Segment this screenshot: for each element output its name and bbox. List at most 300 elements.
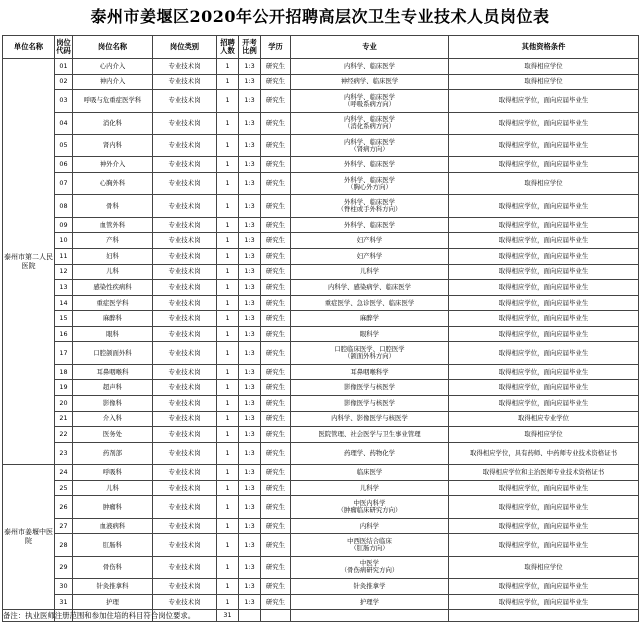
- cell-edu: 研究生: [261, 326, 291, 342]
- table-row: [3, 396, 639, 412]
- table-row: [3, 534, 639, 556]
- cell-category: 专业技术岗: [153, 59, 217, 75]
- cell-edu: 研究生: [261, 411, 291, 427]
- header-post: 岗位名称: [73, 36, 153, 59]
- cell-cond: 取得相应学位，面向应届毕业生: [449, 364, 639, 380]
- cell-edu: 研究生: [261, 264, 291, 280]
- cell-edu: 研究生: [261, 59, 291, 75]
- cell-cond: 取得相应专业学位: [449, 411, 639, 427]
- cell-category: 专业技术岗: [153, 264, 217, 280]
- cell-ratio: 1:3: [239, 280, 261, 296]
- cell-ratio: 1:3: [239, 134, 261, 156]
- cell-major: 内科学、感染病学、临床医学: [291, 280, 449, 296]
- cell-post: 肾内科: [73, 134, 153, 156]
- cell-edu: 研究生: [261, 74, 291, 90]
- cell-code: 07: [55, 172, 73, 194]
- cell-code: 23: [55, 442, 73, 464]
- cell-category: 专业技术岗: [153, 311, 217, 327]
- cell-count: 1: [217, 465, 239, 481]
- table-row: [3, 465, 639, 481]
- cell-edu: 研究生: [261, 280, 291, 296]
- cell-edu: 研究生: [261, 442, 291, 464]
- unit-cell-second-hospital: 泰州市第二人民医院: [3, 59, 55, 465]
- cell-code: 25: [55, 480, 73, 496]
- table-row: [3, 248, 639, 264]
- table-row: [3, 427, 639, 443]
- cell-major: 妇产科学: [291, 233, 449, 249]
- cell-category: 专业技术岗: [153, 74, 217, 90]
- cell-count: 1: [217, 364, 239, 380]
- cell-cond: 取得相应学位: [449, 427, 639, 443]
- cell-ratio: 1:3: [239, 480, 261, 496]
- cell-major: 内科学、临床医学 （肾病方向）: [291, 134, 449, 156]
- cell-count: 1: [217, 264, 239, 280]
- cell-code: 30: [55, 579, 73, 595]
- header-cond: 其他资格条件: [449, 36, 639, 59]
- cell-major: 外科学、临床医学: [291, 217, 449, 233]
- cell-count: 1: [217, 480, 239, 496]
- cell-code: 12: [55, 264, 73, 280]
- cell-count: 1: [217, 157, 239, 173]
- cell-cond: 取得相应学位，面向应届毕业生: [449, 480, 639, 496]
- cell-major: 护理学: [291, 594, 449, 610]
- cell-count: 1: [217, 248, 239, 264]
- cell-post: 血管外科: [73, 217, 153, 233]
- cell-edu: 研究生: [261, 112, 291, 134]
- cell-code: 13: [55, 280, 73, 296]
- cell-category: 专业技术岗: [153, 579, 217, 595]
- cell-major: 外科学、临床医学: [291, 157, 449, 173]
- cell-major: 影像医学与核医学: [291, 396, 449, 412]
- cell-post: 儿科: [73, 480, 153, 496]
- cell-cond: 取得相应学位，面向应届毕业生: [449, 112, 639, 134]
- cell-category: 专业技术岗: [153, 594, 217, 610]
- cell-category: 专业技术岗: [153, 248, 217, 264]
- cell-count: 1: [217, 594, 239, 610]
- cell-cond: 取得相应学位，面向应届毕业生: [449, 195, 639, 217]
- cell-edu: 研究生: [261, 579, 291, 595]
- cell-code: 04: [55, 112, 73, 134]
- cell-major: 耳鼻咽喉科学: [291, 364, 449, 380]
- cell-code: 06: [55, 157, 73, 173]
- cell-count: 1: [217, 518, 239, 534]
- table-row: [3, 442, 639, 464]
- cell-post: 肿瘤科: [73, 496, 153, 518]
- cell-cond: 取得相应学位，面向应届毕业生: [449, 311, 639, 327]
- cell-major: 外科学、临床医学 （胸心外方向）: [291, 172, 449, 194]
- cell-ratio: 1:3: [239, 380, 261, 396]
- cell-ratio: 1:3: [239, 248, 261, 264]
- cell-cond: 取得相应学位，面向应届毕业生: [449, 380, 639, 396]
- cell-code: 11: [55, 248, 73, 264]
- cell-count: 1: [217, 396, 239, 412]
- cell-ratio: 1:3: [239, 427, 261, 443]
- cell-ratio: 1:3: [239, 326, 261, 342]
- cell-count: 1: [217, 342, 239, 364]
- cell-ratio: 1:3: [239, 157, 261, 173]
- cell-ratio: 1:3: [239, 442, 261, 464]
- cell-code: 03: [55, 90, 73, 112]
- cell-category: 专业技术岗: [153, 195, 217, 217]
- cell-edu: 研究生: [261, 380, 291, 396]
- cell-count: 1: [217, 172, 239, 194]
- cell-count: 1: [217, 112, 239, 134]
- cell-ratio: 1:3: [239, 594, 261, 610]
- cell-ratio: 1:3: [239, 518, 261, 534]
- header-count: 招聘人数: [217, 36, 239, 59]
- cell-ratio: 1:3: [239, 264, 261, 280]
- header-ratio: 开考比例: [239, 36, 261, 59]
- cell-category: 专业技术岗: [153, 534, 217, 556]
- cell-category: 专业技术岗: [153, 442, 217, 464]
- header-code: 岗位代码: [55, 36, 73, 59]
- table-row: [3, 364, 639, 380]
- table-row: [3, 342, 639, 364]
- cell-edu: 研究生: [261, 396, 291, 412]
- table-row: [3, 59, 639, 75]
- cell-code: 18: [55, 364, 73, 380]
- cell-cond: 取得相应学位，面向应届毕业生: [449, 264, 639, 280]
- cell-edu: 研究生: [261, 172, 291, 194]
- cell-major: 临床医学: [291, 465, 449, 481]
- job-table: [2, 35, 639, 622]
- cell-post: 骨科: [73, 195, 153, 217]
- cell-category: 专业技术岗: [153, 380, 217, 396]
- cell-edu: 研究生: [261, 90, 291, 112]
- cell-code: 27: [55, 518, 73, 534]
- cell-count: 1: [217, 74, 239, 90]
- cell-cond: 取得相应学位，面向应届毕业生: [449, 233, 639, 249]
- cell-cond: 取得相应学位，面向应届毕业生: [449, 217, 639, 233]
- cell-post: 超声科: [73, 380, 153, 396]
- cell-code: 02: [55, 74, 73, 90]
- cell-post: 骨伤科: [73, 556, 153, 578]
- cell-category: 专业技术岗: [153, 556, 217, 578]
- cell-post: 神外介入: [73, 157, 153, 173]
- cell-code: 31: [55, 594, 73, 610]
- cell-post: 呼吸科: [73, 465, 153, 481]
- cell-code: 17: [55, 342, 73, 364]
- table-row: [3, 264, 639, 280]
- cell-count: 1: [217, 427, 239, 443]
- cell-category: 专业技术岗: [153, 518, 217, 534]
- table-row: [3, 556, 639, 578]
- cell-category: 专业技术岗: [153, 112, 217, 134]
- header-edu: 学历: [261, 36, 291, 59]
- cell-count: 1: [217, 217, 239, 233]
- cell-code: 29: [55, 556, 73, 578]
- cell-major: 影像医学与核医学: [291, 380, 449, 396]
- cell-code: 14: [55, 295, 73, 311]
- cell-major: 外科学、临床医学 （脊柱或手外科方向）: [291, 195, 449, 217]
- cell-edu: 研究生: [261, 195, 291, 217]
- cell-ratio: 1:3: [239, 534, 261, 556]
- cell-code: 28: [55, 534, 73, 556]
- cell-cond: 取得相应学位，面向应届毕业生: [449, 295, 639, 311]
- cell-category: 专业技术岗: [153, 427, 217, 443]
- cell-post: 心胸外科: [73, 172, 153, 194]
- cell-count: 1: [217, 280, 239, 296]
- table-row: [3, 172, 639, 194]
- cell-count: 1: [217, 311, 239, 327]
- cell-major: 妇产科学: [291, 248, 449, 264]
- cell-major: 神经病学、临床医学: [291, 74, 449, 90]
- cell-count: 1: [217, 442, 239, 464]
- cell-category: 专业技术岗: [153, 364, 217, 380]
- cell-major: 中医内科学 （肿瘤临床研究方向）: [291, 496, 449, 518]
- total-empty-cell: [449, 610, 639, 622]
- cell-post: 针灸推拿科: [73, 579, 153, 595]
- cell-category: 专业技术岗: [153, 233, 217, 249]
- cell-code: 24: [55, 465, 73, 481]
- cell-edu: 研究生: [261, 217, 291, 233]
- cell-ratio: 1:3: [239, 295, 261, 311]
- cell-cond: 取得相应学位: [449, 74, 639, 90]
- cell-category: 专业技术岗: [153, 172, 217, 194]
- cell-cond: 取得相应学位，面向应届毕业生: [449, 396, 639, 412]
- cell-post: 护理: [73, 594, 153, 610]
- table-row: [3, 233, 639, 249]
- cell-edu: 研究生: [261, 534, 291, 556]
- cell-count: 1: [217, 59, 239, 75]
- cell-ratio: 1:3: [239, 411, 261, 427]
- cell-ratio: 1:3: [239, 465, 261, 481]
- cell-edu: 研究生: [261, 427, 291, 443]
- table-row: [3, 217, 639, 233]
- table-row: [3, 195, 639, 217]
- cell-cond: 取得相应学位: [449, 172, 639, 194]
- cell-major: 重症医学、急诊医学、临床医学: [291, 295, 449, 311]
- cell-code: 26: [55, 496, 73, 518]
- table-row: [3, 380, 639, 396]
- cell-count: 1: [217, 295, 239, 311]
- cell-post: 儿科: [73, 264, 153, 280]
- cell-code: 16: [55, 326, 73, 342]
- cell-code: 10: [55, 233, 73, 249]
- cell-post: 麻醉科: [73, 311, 153, 327]
- cell-major: 医院管理、社会医学与卫生事业管理: [291, 427, 449, 443]
- cell-count: 1: [217, 90, 239, 112]
- cell-cond: 取得相应学位，面向应届毕业生: [449, 326, 639, 342]
- cell-cond: 取得相应学位，面向应届毕业生: [449, 90, 639, 112]
- cell-code: 08: [55, 195, 73, 217]
- cell-post: 呼吸与危重症医学科: [73, 90, 153, 112]
- cell-major: 中医学 （骨伤病研究方向）: [291, 556, 449, 578]
- cell-count: 1: [217, 195, 239, 217]
- total-empty-cell: [291, 610, 449, 622]
- cell-ratio: 1:3: [239, 233, 261, 249]
- cell-edu: 研究生: [261, 311, 291, 327]
- cell-major: 针灸推拿学: [291, 579, 449, 595]
- cell-edu: 研究生: [261, 157, 291, 173]
- cell-edu: 研究生: [261, 295, 291, 311]
- table-row: [3, 594, 639, 610]
- cell-cond: 取得相应学位，具有药师、中药师专业技术资格证书: [449, 442, 639, 464]
- cell-ratio: 1:3: [239, 59, 261, 75]
- cell-count: 1: [217, 579, 239, 595]
- cell-edu: 研究生: [261, 556, 291, 578]
- table-row: [3, 134, 639, 156]
- cell-major: 药理学、药物化学: [291, 442, 449, 464]
- table-row: [3, 326, 639, 342]
- cell-cond: 取得相应学位，面向应届毕业生: [449, 157, 639, 173]
- table-row: [3, 295, 639, 311]
- page-title: 泰州市姜堰区2020年公开招聘高层次卫生专业技术人员岗位表: [90, 7, 550, 26]
- cell-ratio: 1:3: [239, 311, 261, 327]
- cell-edu: 研究生: [261, 364, 291, 380]
- cell-category: 专业技术岗: [153, 157, 217, 173]
- cell-category: 专业技术岗: [153, 465, 217, 481]
- cell-cond: 取得相应学位和主治医师专业技术资格证书: [449, 465, 639, 481]
- cell-ratio: 1:3: [239, 364, 261, 380]
- table-row: [3, 518, 639, 534]
- table-row: [3, 90, 639, 112]
- cell-edu: 研究生: [261, 134, 291, 156]
- cell-major: 内科学、临床医学 （消化系病方向）: [291, 112, 449, 134]
- cell-code: 15: [55, 311, 73, 327]
- table-row: [3, 74, 639, 90]
- cell-cond: 取得相应学位，面向应届毕业生: [449, 594, 639, 610]
- cell-post: 产科: [73, 233, 153, 249]
- cell-post: 药剂部: [73, 442, 153, 464]
- table-row: [3, 480, 639, 496]
- cell-category: 专业技术岗: [153, 411, 217, 427]
- cell-post: 影像科: [73, 396, 153, 412]
- cell-ratio: 1:3: [239, 217, 261, 233]
- cell-code: 09: [55, 217, 73, 233]
- cell-edu: 研究生: [261, 480, 291, 496]
- cell-count: 1: [217, 411, 239, 427]
- cell-post: 重症医学科: [73, 295, 153, 311]
- cell-category: 专业技术岗: [153, 295, 217, 311]
- cell-post: 感染性疾病科: [73, 280, 153, 296]
- header-major: 专业: [291, 36, 449, 59]
- cell-major: 内科学、临床医学: [291, 59, 449, 75]
- cell-post: 口腔颌面外科: [73, 342, 153, 364]
- total-count: 31: [217, 610, 239, 622]
- cell-major: 麻醉学: [291, 311, 449, 327]
- cell-category: 专业技术岗: [153, 396, 217, 412]
- cell-category: 专业技术岗: [153, 342, 217, 364]
- cell-post: 肛肠科: [73, 534, 153, 556]
- cell-cond: 取得相应学位，面向应届毕业生: [449, 280, 639, 296]
- cell-ratio: 1:3: [239, 172, 261, 194]
- cell-code: 20: [55, 396, 73, 412]
- cell-edu: 研究生: [261, 465, 291, 481]
- cell-edu: 研究生: [261, 518, 291, 534]
- cell-post: 消化科: [73, 112, 153, 134]
- cell-ratio: 1:3: [239, 342, 261, 364]
- cell-code: 22: [55, 427, 73, 443]
- table-row: [3, 579, 639, 595]
- cell-post: 医务处: [73, 427, 153, 443]
- cell-post: 介入科: [73, 411, 153, 427]
- cell-edu: 研究生: [261, 594, 291, 610]
- cell-code: 19: [55, 380, 73, 396]
- table-row: [3, 496, 639, 518]
- cell-ratio: 1:3: [239, 556, 261, 578]
- cell-count: 1: [217, 556, 239, 578]
- cell-count: 1: [217, 496, 239, 518]
- cell-edu: 研究生: [261, 233, 291, 249]
- cell-cond: 取得相应学位，面向应届毕业生: [449, 518, 639, 534]
- cell-cond: 取得相应学位，面向应届毕业生: [449, 134, 639, 156]
- cell-edu: 研究生: [261, 342, 291, 364]
- cell-ratio: 1:3: [239, 496, 261, 518]
- cell-major: 眼科学: [291, 326, 449, 342]
- cell-ratio: 1:3: [239, 195, 261, 217]
- cell-cond: 取得相应学位，面向应届毕业生: [449, 579, 639, 595]
- cell-category: 专业技术岗: [153, 496, 217, 518]
- table-row: [3, 112, 639, 134]
- cell-cond: 取得相应学位: [449, 59, 639, 75]
- cell-major: 中西医结合临床 （肛肠方向）: [291, 534, 449, 556]
- cell-post: 妇科: [73, 248, 153, 264]
- table-row: [3, 411, 639, 427]
- cell-cond: 取得相应学位，面向应届毕业生: [449, 534, 639, 556]
- cell-category: 专业技术岗: [153, 326, 217, 342]
- cell-cond: 取得相应学位，面向应届毕业生: [449, 248, 639, 264]
- cell-major: 口腔临床医学、口腔医学 （颌面外科方向）: [291, 342, 449, 364]
- cell-category: 专业技术岗: [153, 280, 217, 296]
- header-unit: 单位名称: [3, 36, 55, 59]
- cell-ratio: 1:3: [239, 396, 261, 412]
- total-empty-cell: [239, 610, 261, 622]
- cell-major: 儿科学: [291, 264, 449, 280]
- table-row: [3, 311, 639, 327]
- cell-post: 耳鼻咽喉科: [73, 364, 153, 380]
- cell-post: 血液病科: [73, 518, 153, 534]
- cell-count: 1: [217, 534, 239, 556]
- cell-code: 01: [55, 59, 73, 75]
- cell-category: 专业技术岗: [153, 217, 217, 233]
- table-body: [3, 59, 639, 622]
- total-empty-cell: [261, 610, 291, 622]
- cell-post: 神内介入: [73, 74, 153, 90]
- cell-code: 21: [55, 411, 73, 427]
- table-row: [3, 157, 639, 173]
- cell-category: 专业技术岗: [153, 480, 217, 496]
- cell-code: 05: [55, 134, 73, 156]
- header-row: [3, 36, 639, 59]
- cell-post: 心内介入: [73, 59, 153, 75]
- cell-count: 1: [217, 380, 239, 396]
- cell-ratio: 1:3: [239, 579, 261, 595]
- cell-ratio: 1:3: [239, 112, 261, 134]
- cell-category: 专业技术岗: [153, 134, 217, 156]
- cell-edu: 研究生: [261, 496, 291, 518]
- cell-edu: 研究生: [261, 248, 291, 264]
- cell-ratio: 1:3: [239, 74, 261, 90]
- cell-major: 内科学: [291, 518, 449, 534]
- cell-major: 内科学、临床医学 （呼吸系病方向）: [291, 90, 449, 112]
- header-category: 岗位类别: [153, 36, 217, 59]
- unit-cell-tcm-hospital: 泰州市姜堰中医院: [3, 465, 55, 610]
- cell-major: 儿科学: [291, 480, 449, 496]
- cell-cond: 取得相应学位: [449, 556, 639, 578]
- cell-cond: 取得相应学位，面向应届毕业生: [449, 342, 639, 364]
- cell-category: 专业技术岗: [153, 90, 217, 112]
- table-row: [3, 280, 639, 296]
- cell-count: 1: [217, 233, 239, 249]
- cell-count: 1: [217, 326, 239, 342]
- cell-major: 内科学、影像医学与核医学: [291, 411, 449, 427]
- footnote: 备注：执业医师注册范围和参加住培的科目符合岗位要求。: [3, 611, 196, 620]
- cell-ratio: 1:3: [239, 90, 261, 112]
- cell-post: 眼科: [73, 326, 153, 342]
- cell-cond: 取得相应学位，面向应届毕业生: [449, 496, 639, 518]
- cell-count: 1: [217, 134, 239, 156]
